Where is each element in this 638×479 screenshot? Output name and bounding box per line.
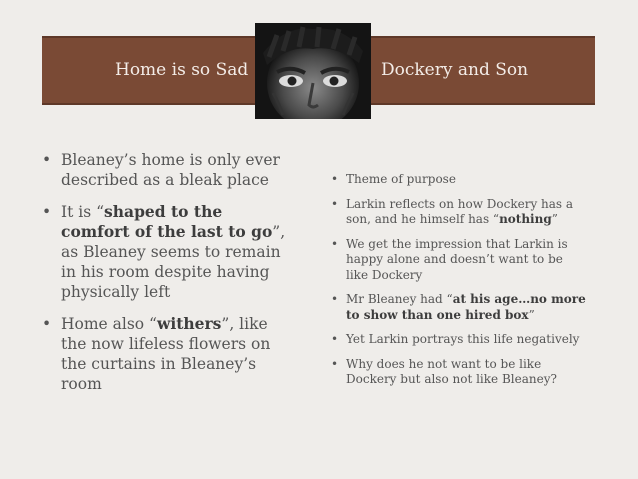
bullet-icon: • bbox=[42, 203, 52, 221]
bullet-icon: • bbox=[331, 196, 339, 211]
list-item bbox=[42, 314, 292, 394]
bullet-text: Why does he not want to be like Dockery but also not like Bleaney? bbox=[346, 356, 557, 386]
bullet-text-start: It is “ bbox=[61, 203, 105, 221]
bullet-quote: withers bbox=[156, 314, 222, 333]
right-bullet-list bbox=[331, 172, 586, 397]
bullet-quote: nothing bbox=[499, 212, 552, 226]
bullet-text: We get the impression that Larkin is happy alone and doesn’t want to be like Dockery bbox=[346, 236, 568, 282]
bullet-icon: • bbox=[331, 332, 339, 346]
left-bullet-list bbox=[42, 150, 292, 406]
bullet-text-start: Larkin reflects on how Dockery has a son, and he himself has “ bbox=[346, 196, 574, 226]
bullet-icon: • bbox=[331, 236, 339, 251]
bullet-text-start: Mr Bleaney had “ bbox=[346, 292, 453, 306]
list-item bbox=[331, 292, 586, 323]
list-item bbox=[331, 357, 586, 388]
bullet-quote: shaped to the comfort of the last to go bbox=[61, 202, 273, 241]
bullet-icon: • bbox=[331, 292, 339, 306]
bullet-quote: at his age…no more to show than one hired box bbox=[346, 292, 586, 322]
list-item bbox=[331, 172, 586, 188]
bullet-text: Yet Larkin portrays this life negatively bbox=[346, 332, 580, 346]
bullet-text-end: ” bbox=[528, 307, 535, 322]
list-item bbox=[331, 237, 586, 284]
list-item bbox=[42, 202, 292, 302]
bullet-icon: • bbox=[42, 315, 52, 333]
portrait-photo bbox=[255, 23, 371, 119]
list-item bbox=[331, 332, 586, 348]
bullet-icon: • bbox=[331, 356, 339, 371]
bullet-text: Bleaney’s home is only ever described as a bleak place bbox=[61, 151, 280, 189]
bullet-text-end: ”, as Bleaney seems to remain in his room despite having physically left bbox=[61, 223, 286, 301]
portrait-image bbox=[255, 23, 371, 119]
bullet-icon: • bbox=[331, 172, 339, 186]
bullet-text-end: ” bbox=[551, 212, 558, 226]
bullet-text-start: Home also “ bbox=[61, 315, 157, 333]
bullet-text-end: ”, like the now lifeless flowers on the curtains in Bleaney’s room bbox=[61, 315, 271, 393]
list-item bbox=[331, 197, 586, 228]
left-heading: Home is so Sad bbox=[115, 60, 249, 80]
bullet-text: Theme of purpose bbox=[346, 172, 456, 186]
right-heading: Dockery and Son bbox=[381, 60, 529, 80]
bullet-icon: • bbox=[42, 151, 52, 169]
list-item bbox=[42, 150, 292, 190]
